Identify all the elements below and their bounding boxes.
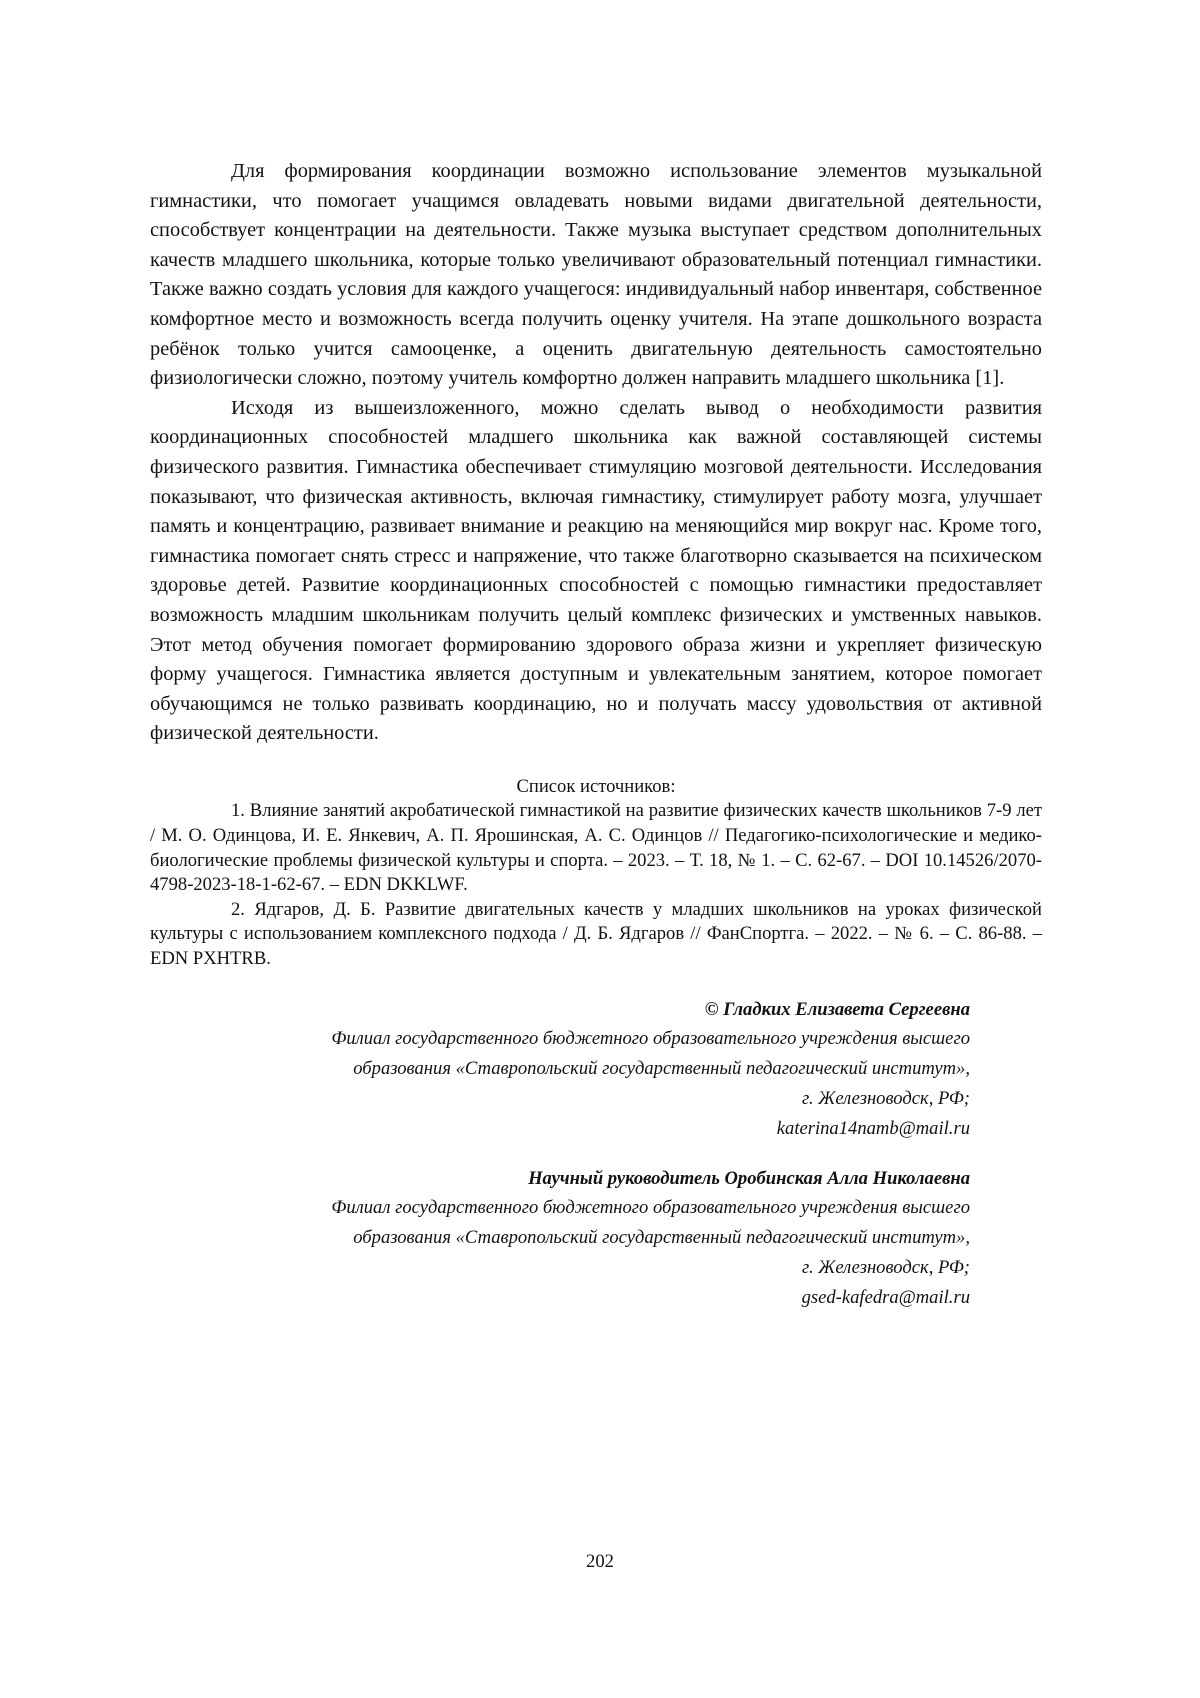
paragraph: Исходя из вышеизложенного, можно сделать вывод о необходимости развития координационных способностей младшего школьника как важной составляющей системы физического развития. Гимнастика обеспечивает стимуляцию мозговой деятельности. Исследования показывают, что физическая активность, включая гимнастику, стимулирует работу мозга, улучшает память и концентрацию, развивает внимание и реакцию на меняющийся мир вокруг нас. Кроме того, гимнастика помогает снять стресс и напряжение, что также благотворно сказывается на психическом здоровье детей. Развитие координационных способностей с помощью гимнастики предоставляет возможность младшим школьникам получить целый комплекс физических и умственных навыков. Этот метод обучения помогает формированию здорового образа жизни и укрепляет физическую форму учащегося. Гимнастика является доступным и увлекательным занятием, которое помогает обучающимся не только развивать координацию, но и получать массу удовольствия от активной физической деятельности. xyxy=(150,396,1042,745)
author-city: г. Железноводск, РФ; xyxy=(801,1088,970,1110)
author-affiliation-line: Филиал государственного бюджетного образовательного учреждения высшего xyxy=(331,1028,970,1050)
supervisor-email: gsed-kafedra@mail.ru xyxy=(801,1286,970,1308)
author-affiliation-line: образования «Ставропольский государственный педагогический институт», xyxy=(353,1058,970,1080)
references-title: Список источников: xyxy=(516,775,676,797)
page-content xyxy=(150,157,1042,1313)
supervisor-name: Научный руководитель Оробинская Алла Николаевна xyxy=(528,1167,970,1189)
author-info xyxy=(150,995,1042,1144)
references-section xyxy=(150,775,1042,972)
supervisor-affiliation-line: образования «Ставропольский государственный педагогический институт», xyxy=(353,1227,970,1249)
page-number: 202 xyxy=(586,1551,614,1572)
reference-item: 2. Ядгаров, Д. Б. Развитие двигательных качеств у младших школьников на уроках физической культуры с использованием комплексного подхода / Д. Б. Ядгаров // ФанСпортга. – 2022. – № 6. – С. 86-88. – EDN PXHTRB. xyxy=(150,898,1042,970)
author-name: © Гладких Елизавета Сергеевна xyxy=(704,998,970,1020)
supervisor-affiliation-line: Филиал государственного бюджетного образовательного учреждения высшего xyxy=(331,1197,970,1219)
author-email: katerina14namb@mail.ru xyxy=(776,1117,970,1139)
body-text xyxy=(150,157,1042,749)
reference-item: 1. Влияние занятий акробатической гимнастикой на развитие физических качеств школьников 7-9 лет / М. О. Одинцова, И. Е. Янкевич, А. П. Ярошинская, А. С. Одинцов // Педагогико-психологические и медико-биологические проблемы физической культуры и спорта. – 2023. – Т. 18, № 1. – С. 62-67. – DOI 10.14526/2070-4798-2023-18-1-62-67. – EDN DKKLWF. xyxy=(150,800,1042,896)
paragraph: Для формирования координации возможно использование элементов музыкальной гимнастики, что помогает учащимся овладевать новыми видами двигательной деятельности, способствует концентрации на деятельности. Также музыка выступает средством дополнительных качеств младшего школьника, которые только увеличивают образовательный потенциал гимнастики. Также важно создать условия для каждого учащегося: индивидуальный набор инвентаря, собственное комфортное место и возможность всегда получить оценку учителя. На этапе дошкольного возраста ребёнок только учится самооценке, а оценить двигательную деятельность самостоятельно физиологически сложно, поэтому учитель комфортно должен направить младшего школьника [1]. xyxy=(150,160,1042,390)
supervisor-info xyxy=(150,1164,1042,1313)
supervisor-city: г. Железноводск, РФ; xyxy=(801,1257,970,1278)
